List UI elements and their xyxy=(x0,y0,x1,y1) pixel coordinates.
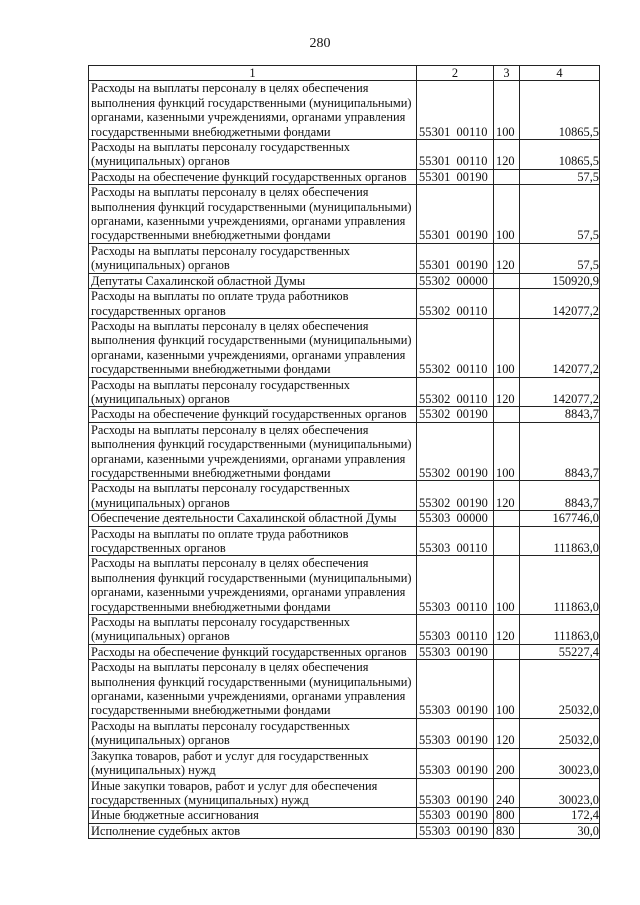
program-code: 55301 xyxy=(419,228,451,243)
program-code: 55303 xyxy=(419,511,451,526)
expense-type-cell: 240 xyxy=(494,778,520,808)
program-code: 55303 xyxy=(419,808,451,823)
target-code-cell xyxy=(417,823,494,838)
program-code: 55302 xyxy=(419,303,451,318)
amount-cell: 57,5 xyxy=(520,243,600,273)
target-code-cell xyxy=(417,556,494,615)
program-code: 55303 xyxy=(419,703,451,718)
amount-cell: 142077,2 xyxy=(520,289,600,319)
header-col-2: 2 xyxy=(417,66,494,81)
expense-name-cell: Иные бюджетные ассигнования xyxy=(89,808,417,823)
expense-type-cell xyxy=(494,169,520,184)
direction-code: 00110 xyxy=(456,154,488,169)
table-row xyxy=(89,660,600,719)
table-row xyxy=(89,748,600,778)
budget-table xyxy=(88,65,600,839)
table-row xyxy=(89,526,600,556)
table-row xyxy=(89,615,600,645)
amount-cell: 57,5 xyxy=(520,169,600,184)
target-code-cell xyxy=(417,718,494,748)
table-row xyxy=(89,289,600,319)
amount-cell: 8843,7 xyxy=(520,422,600,481)
table-row xyxy=(89,644,600,659)
expense-type-cell xyxy=(494,289,520,319)
direction-code: 00190 xyxy=(456,823,488,838)
target-code-cell xyxy=(417,481,494,511)
target-code-cell xyxy=(417,808,494,823)
target-code-cell xyxy=(417,778,494,808)
amount-cell: 30023,0 xyxy=(520,748,600,778)
expense-type-cell: 100 xyxy=(494,422,520,481)
expense-type-cell: 800 xyxy=(494,808,520,823)
amount-cell: 55227,4 xyxy=(520,644,600,659)
expense-name-cell: Расходы на выплаты персоналу государственных (муниципальных) органов xyxy=(89,243,417,273)
table-row xyxy=(89,823,600,838)
expense-name-cell: Расходы на выплаты персоналу в целях обеспечения выполнения функций государственными (муниципальными) органами, казенными учреждениями, органами управления государственными внебюджетными фондами xyxy=(89,660,417,719)
expense-type-cell: 100 xyxy=(494,81,520,140)
direction-code: 00110 xyxy=(456,362,488,377)
table-row xyxy=(89,481,600,511)
program-code: 55301 xyxy=(419,258,451,273)
expense-name-cell: Расходы на выплаты персоналу государственных (муниципальных) органов xyxy=(89,718,417,748)
table-row xyxy=(89,778,600,808)
expense-type-cell: 120 xyxy=(494,481,520,511)
direction-code: 00190 xyxy=(456,733,488,748)
expense-type-cell: 100 xyxy=(494,556,520,615)
expense-name-cell: Исполнение судебных актов xyxy=(89,823,417,838)
direction-code: 00110 xyxy=(456,599,488,614)
program-code: 55301 xyxy=(419,169,451,184)
target-code-cell xyxy=(417,140,494,170)
expense-type-cell: 100 xyxy=(494,185,520,244)
expense-name-cell: Обеспечение деятельности Сахалинской областной Думы xyxy=(89,511,417,526)
expense-type-cell: 100 xyxy=(494,660,520,719)
table-row xyxy=(89,243,600,273)
direction-code: 00190 xyxy=(456,703,488,718)
expense-type-cell: 120 xyxy=(494,377,520,407)
amount-cell: 30,0 xyxy=(520,823,600,838)
expense-name-cell: Расходы на выплаты по оплате труда работников государственных органов xyxy=(89,526,417,556)
expense-type-cell: 830 xyxy=(494,823,520,838)
amount-cell: 111863,0 xyxy=(520,556,600,615)
program-code: 55301 xyxy=(419,124,451,139)
expense-type-cell: 120 xyxy=(494,615,520,645)
direction-code: 00190 xyxy=(456,228,488,243)
expense-name-cell: Расходы на выплаты персоналу государственных (муниципальных) органов xyxy=(89,377,417,407)
direction-code: 00110 xyxy=(456,541,488,555)
expense-type-cell: 100 xyxy=(494,318,520,377)
expense-type-cell: 120 xyxy=(494,718,520,748)
target-code-cell xyxy=(417,526,494,556)
expense-name-cell: Расходы на выплаты персоналу в целях обеспечения выполнения функций государственными (муниципальными) органами, казенными учреждениями, органами управления государственными внебюджетными фондами xyxy=(89,422,417,481)
program-code: 55303 xyxy=(419,629,451,644)
program-code: 55302 xyxy=(419,465,451,480)
budget-table-body xyxy=(89,66,600,839)
program-code: 55303 xyxy=(419,763,451,778)
direction-code: 00190 xyxy=(456,407,488,422)
target-code-cell xyxy=(417,377,494,407)
expense-name-cell: Расходы на выплаты персоналу государственных (муниципальных) органов xyxy=(89,615,417,645)
expense-name-cell: Расходы на выплаты персоналу в целях обеспечения выполнения функций государственными (муниципальными) органами, казенными учреждениями, органами управления государственными внебюджетными фондами xyxy=(89,185,417,244)
table-row xyxy=(89,273,600,288)
expense-name-cell: Иные закупки товаров, работ и услуг для обеспечения государственных (муниципальных) нужд xyxy=(89,778,417,808)
direction-code: 00190 xyxy=(456,495,488,510)
direction-code: 00190 xyxy=(456,763,488,778)
program-code: 55303 xyxy=(419,599,451,614)
direction-code: 00190 xyxy=(456,792,488,807)
program-code: 55302 xyxy=(419,362,451,377)
target-code-cell xyxy=(417,318,494,377)
table-row xyxy=(89,185,600,244)
target-code-cell xyxy=(417,289,494,319)
expense-name-cell: Расходы на выплаты персоналу в целях обеспечения выполнения функций государственными (муниципальными) органами, казенными учреждениями, органами управления государственными внебюджетными фондами xyxy=(89,81,417,140)
table-row xyxy=(89,81,600,140)
amount-cell: 8843,7 xyxy=(520,407,600,422)
target-code-cell xyxy=(417,422,494,481)
direction-code: 00000 xyxy=(456,511,488,526)
direction-code: 00190 xyxy=(456,465,488,480)
target-code-cell xyxy=(417,81,494,140)
expense-name-cell: Расходы на выплаты персоналу государственных (муниципальных) органов xyxy=(89,481,417,511)
target-code-cell xyxy=(417,243,494,273)
direction-code: 00190 xyxy=(456,644,488,659)
program-code: 55303 xyxy=(419,541,451,555)
target-code-cell xyxy=(417,185,494,244)
table-header-row xyxy=(89,66,600,81)
program-code: 55302 xyxy=(419,273,451,288)
program-code: 55303 xyxy=(419,733,451,748)
expense-type-cell xyxy=(494,511,520,526)
amount-cell: 25032,0 xyxy=(520,718,600,748)
program-code: 55303 xyxy=(419,792,451,807)
amount-cell: 8843,7 xyxy=(520,481,600,511)
target-code-cell xyxy=(417,273,494,288)
direction-code: 00190 xyxy=(456,169,488,184)
expense-name-cell: Депутаты Сахалинской областной Думы xyxy=(89,273,417,288)
expense-name-cell: Расходы на выплаты по оплате труда работников государственных органов xyxy=(89,289,417,319)
table-row xyxy=(89,511,600,526)
expense-type-cell: 120 xyxy=(494,243,520,273)
direction-code: 00110 xyxy=(456,629,488,644)
table-row xyxy=(89,318,600,377)
direction-code: 00110 xyxy=(456,303,488,318)
program-code: 55303 xyxy=(419,644,451,659)
expense-type-cell xyxy=(494,644,520,659)
target-code-cell xyxy=(417,644,494,659)
expense-name-cell: Расходы на обеспечение функций государственных органов xyxy=(89,644,417,659)
program-code: 55302 xyxy=(419,391,451,406)
amount-cell: 142077,2 xyxy=(520,318,600,377)
amount-cell: 111863,0 xyxy=(520,615,600,645)
header-col-4: 4 xyxy=(520,66,600,81)
table-row xyxy=(89,556,600,615)
table-row xyxy=(89,377,600,407)
target-code-cell xyxy=(417,660,494,719)
direction-code: 00110 xyxy=(456,391,488,406)
amount-cell: 25032,0 xyxy=(520,660,600,719)
expense-name-cell: Расходы на обеспечение функций государственных органов xyxy=(89,407,417,422)
target-code-cell xyxy=(417,511,494,526)
expense-name-cell: Расходы на выплаты персоналу государственных (муниципальных) органов xyxy=(89,140,417,170)
expense-name-cell: Расходы на выплаты персоналу в целях обеспечения выполнения функций государственными (муниципальными) органами, казенными учреждениями, органами управления государственными внебюджетными фондами xyxy=(89,318,417,377)
direction-code: 00190 xyxy=(456,808,488,823)
direction-code: 00190 xyxy=(456,258,488,273)
amount-cell: 10865,5 xyxy=(520,140,600,170)
expense-name-cell: Закупка товаров, работ и услуг для государственных (муниципальных) нужд xyxy=(89,748,417,778)
amount-cell: 172,4 xyxy=(520,808,600,823)
header-col-3: 3 xyxy=(494,66,520,81)
amount-cell: 10865,5 xyxy=(520,81,600,140)
expense-type-cell xyxy=(494,273,520,288)
target-code-cell xyxy=(417,169,494,184)
table-row xyxy=(89,140,600,170)
program-code: 55303 xyxy=(419,823,451,838)
amount-cell: 150920,9 xyxy=(520,273,600,288)
target-code-cell xyxy=(417,615,494,645)
table-row xyxy=(89,407,600,422)
amount-cell: 57,5 xyxy=(520,185,600,244)
target-code-cell xyxy=(417,748,494,778)
expense-type-cell: 120 xyxy=(494,140,520,170)
program-code: 55302 xyxy=(419,407,451,422)
amount-cell: 142077,2 xyxy=(520,377,600,407)
expense-type-cell xyxy=(494,526,520,556)
amount-cell: 167746,0 xyxy=(520,511,600,526)
amount-cell: 30023,0 xyxy=(520,778,600,808)
expense-type-cell xyxy=(494,407,520,422)
amount-cell: 111863,0 xyxy=(520,526,600,556)
expense-name-cell: Расходы на выплаты персоналу в целях обеспечения выполнения функций государственными (муниципальными) органами, казенными учреждениями, органами управления государственными внебюджетными фондами xyxy=(89,556,417,615)
expense-type-cell: 200 xyxy=(494,748,520,778)
direction-code: 00000 xyxy=(456,273,488,288)
program-code: 55301 xyxy=(419,154,451,169)
direction-code: 00110 xyxy=(456,124,488,139)
header-col-1: 1 xyxy=(89,66,417,81)
expense-name-cell: Расходы на обеспечение функций государственных органов xyxy=(89,169,417,184)
program-code: 55302 xyxy=(419,495,451,510)
target-code-cell xyxy=(417,407,494,422)
table-row xyxy=(89,169,600,184)
table-row xyxy=(89,808,600,823)
table-row xyxy=(89,422,600,481)
page-number: 280 xyxy=(309,36,331,51)
table-row xyxy=(89,718,600,748)
